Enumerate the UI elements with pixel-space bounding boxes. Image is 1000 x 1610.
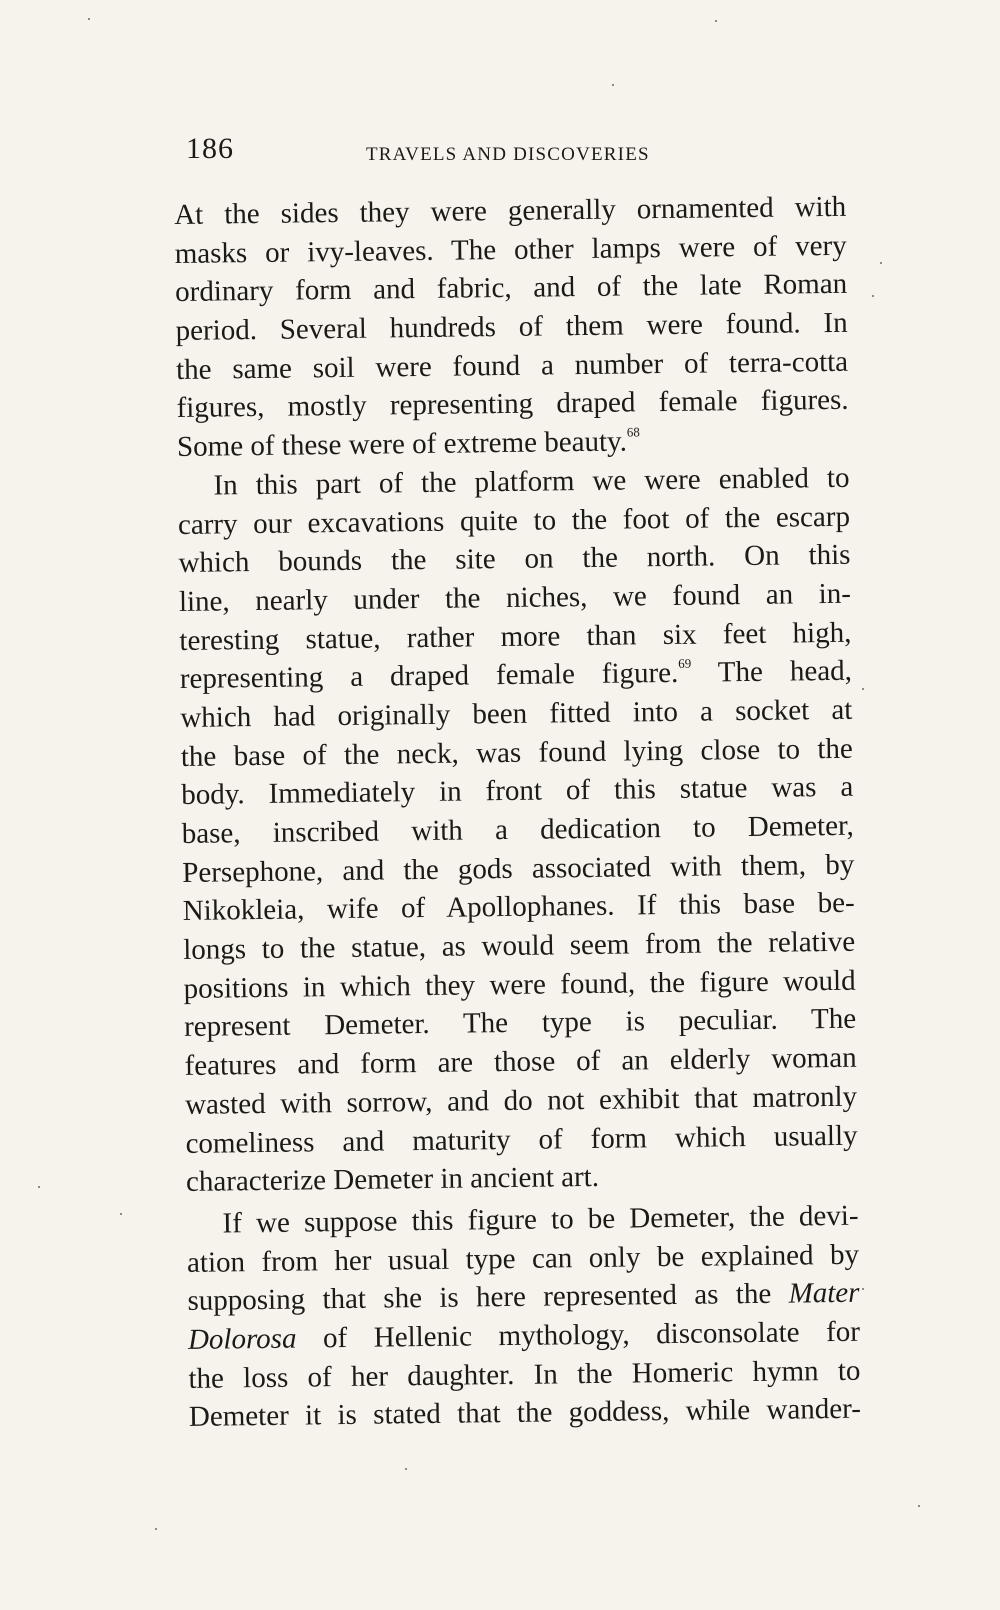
text-line: carry our excavations quite to the foot of the escarp	[177, 500, 851, 541]
text-line: the same soil were found a number of terra-cotta	[175, 345, 849, 386]
text-line: wasted with sorrow, and do not exhibit that matronly	[184, 1080, 858, 1121]
scan-speck	[872, 295, 874, 297]
scan-speck	[405, 1468, 407, 1470]
text-line: At the sides they were generally ornamented with	[174, 190, 847, 231]
scan-speck	[38, 1186, 40, 1188]
text-line: represent Demeter. The type is peculiar. The	[183, 1003, 857, 1044]
page-header	[186, 130, 852, 170]
text-line: Nikokleia, wife of Apollophanes. If this base be-	[182, 887, 855, 928]
text-line: In this part of the platform we were enabled to	[213, 461, 850, 502]
paragraph-1	[174, 188, 849, 467]
text-line: period. Several hundreds of them were found. In	[175, 306, 848, 348]
scan-speck	[862, 1288, 864, 1290]
text-line: ation from her usual type can only be explained by	[186, 1238, 860, 1279]
text-line: comeliness and maturity of form which usually	[185, 1119, 858, 1160]
text-line: which bounds the site on the north. On this	[178, 538, 851, 580]
text-line: which had originally been fitted into a socket at	[180, 693, 853, 734]
text-line: positions in which they were found, the figure would	[183, 964, 856, 1005]
scan-speck	[715, 20, 717, 22]
footnote-ref-69[interactable]: 69	[678, 655, 692, 672]
text-line-content: of Hellenic mythology, disconsolate for	[296, 1315, 861, 1355]
page-number: 186	[186, 132, 234, 165]
text-line: longs to the statue, as would seem from the relative	[183, 925, 856, 967]
running-head: TRAVELS AND DISCOVERIES	[366, 144, 650, 165]
text-line-content: Some of these were of extreme beauty.	[176, 425, 628, 464]
scan-speck	[88, 18, 90, 20]
scan-speck	[918, 1505, 920, 1507]
body-text	[174, 188, 861, 1437]
scan-speck	[880, 262, 882, 264]
text-line: the base of the neck, was found lying close to the	[180, 732, 853, 773]
text-line: base, inscribed with a dedication to Demeter,	[181, 809, 854, 850]
scan-speck	[120, 1213, 122, 1215]
text-line-content: representing a draped female figure.	[179, 657, 679, 696]
scan-speck	[155, 1528, 157, 1530]
text-line: line, nearly under the niches, we found an in-	[178, 577, 852, 618]
text-line: masks or ivy-leaves. The other lamps were of very	[174, 229, 847, 270]
text-line: features and form are those of an elderly woman	[184, 1041, 857, 1083]
text-line: characterize Demeter in ancient art.	[185, 1161, 600, 1199]
italic-term: Mater	[788, 1276, 860, 1310]
paragraph-2	[177, 459, 858, 1202]
text-line: Demeter it is stated that the goddess, while wander-	[188, 1393, 862, 1434]
text-line-tail: The head,	[691, 655, 853, 689]
italic-term: Dolorosa	[187, 1322, 297, 1356]
text-line: body. Immediately in front of this statue was a	[181, 771, 854, 812]
text-line: figures, mostly representing draped female figures.	[176, 384, 849, 425]
text-line: Persephone, and the gods associated with them, by	[182, 848, 855, 889]
text-line: the loss of her daughter. In the Homeric hymn to	[188, 1354, 861, 1395]
text-line-content: supposing that she is here represented as the	[187, 1277, 789, 1318]
text-line: If we suppose this figure to be Demeter, the devi-	[222, 1199, 859, 1240]
footnote-ref-68[interactable]: 68	[626, 424, 640, 440]
text-line: teresting statue, rather more than six feet high,	[179, 616, 852, 657]
text-line: ordinary form and fabric, and of the late Roman	[174, 268, 848, 309]
scan-speck	[612, 84, 614, 86]
paragraph-3	[186, 1197, 861, 1437]
scan-speck	[862, 688, 864, 690]
